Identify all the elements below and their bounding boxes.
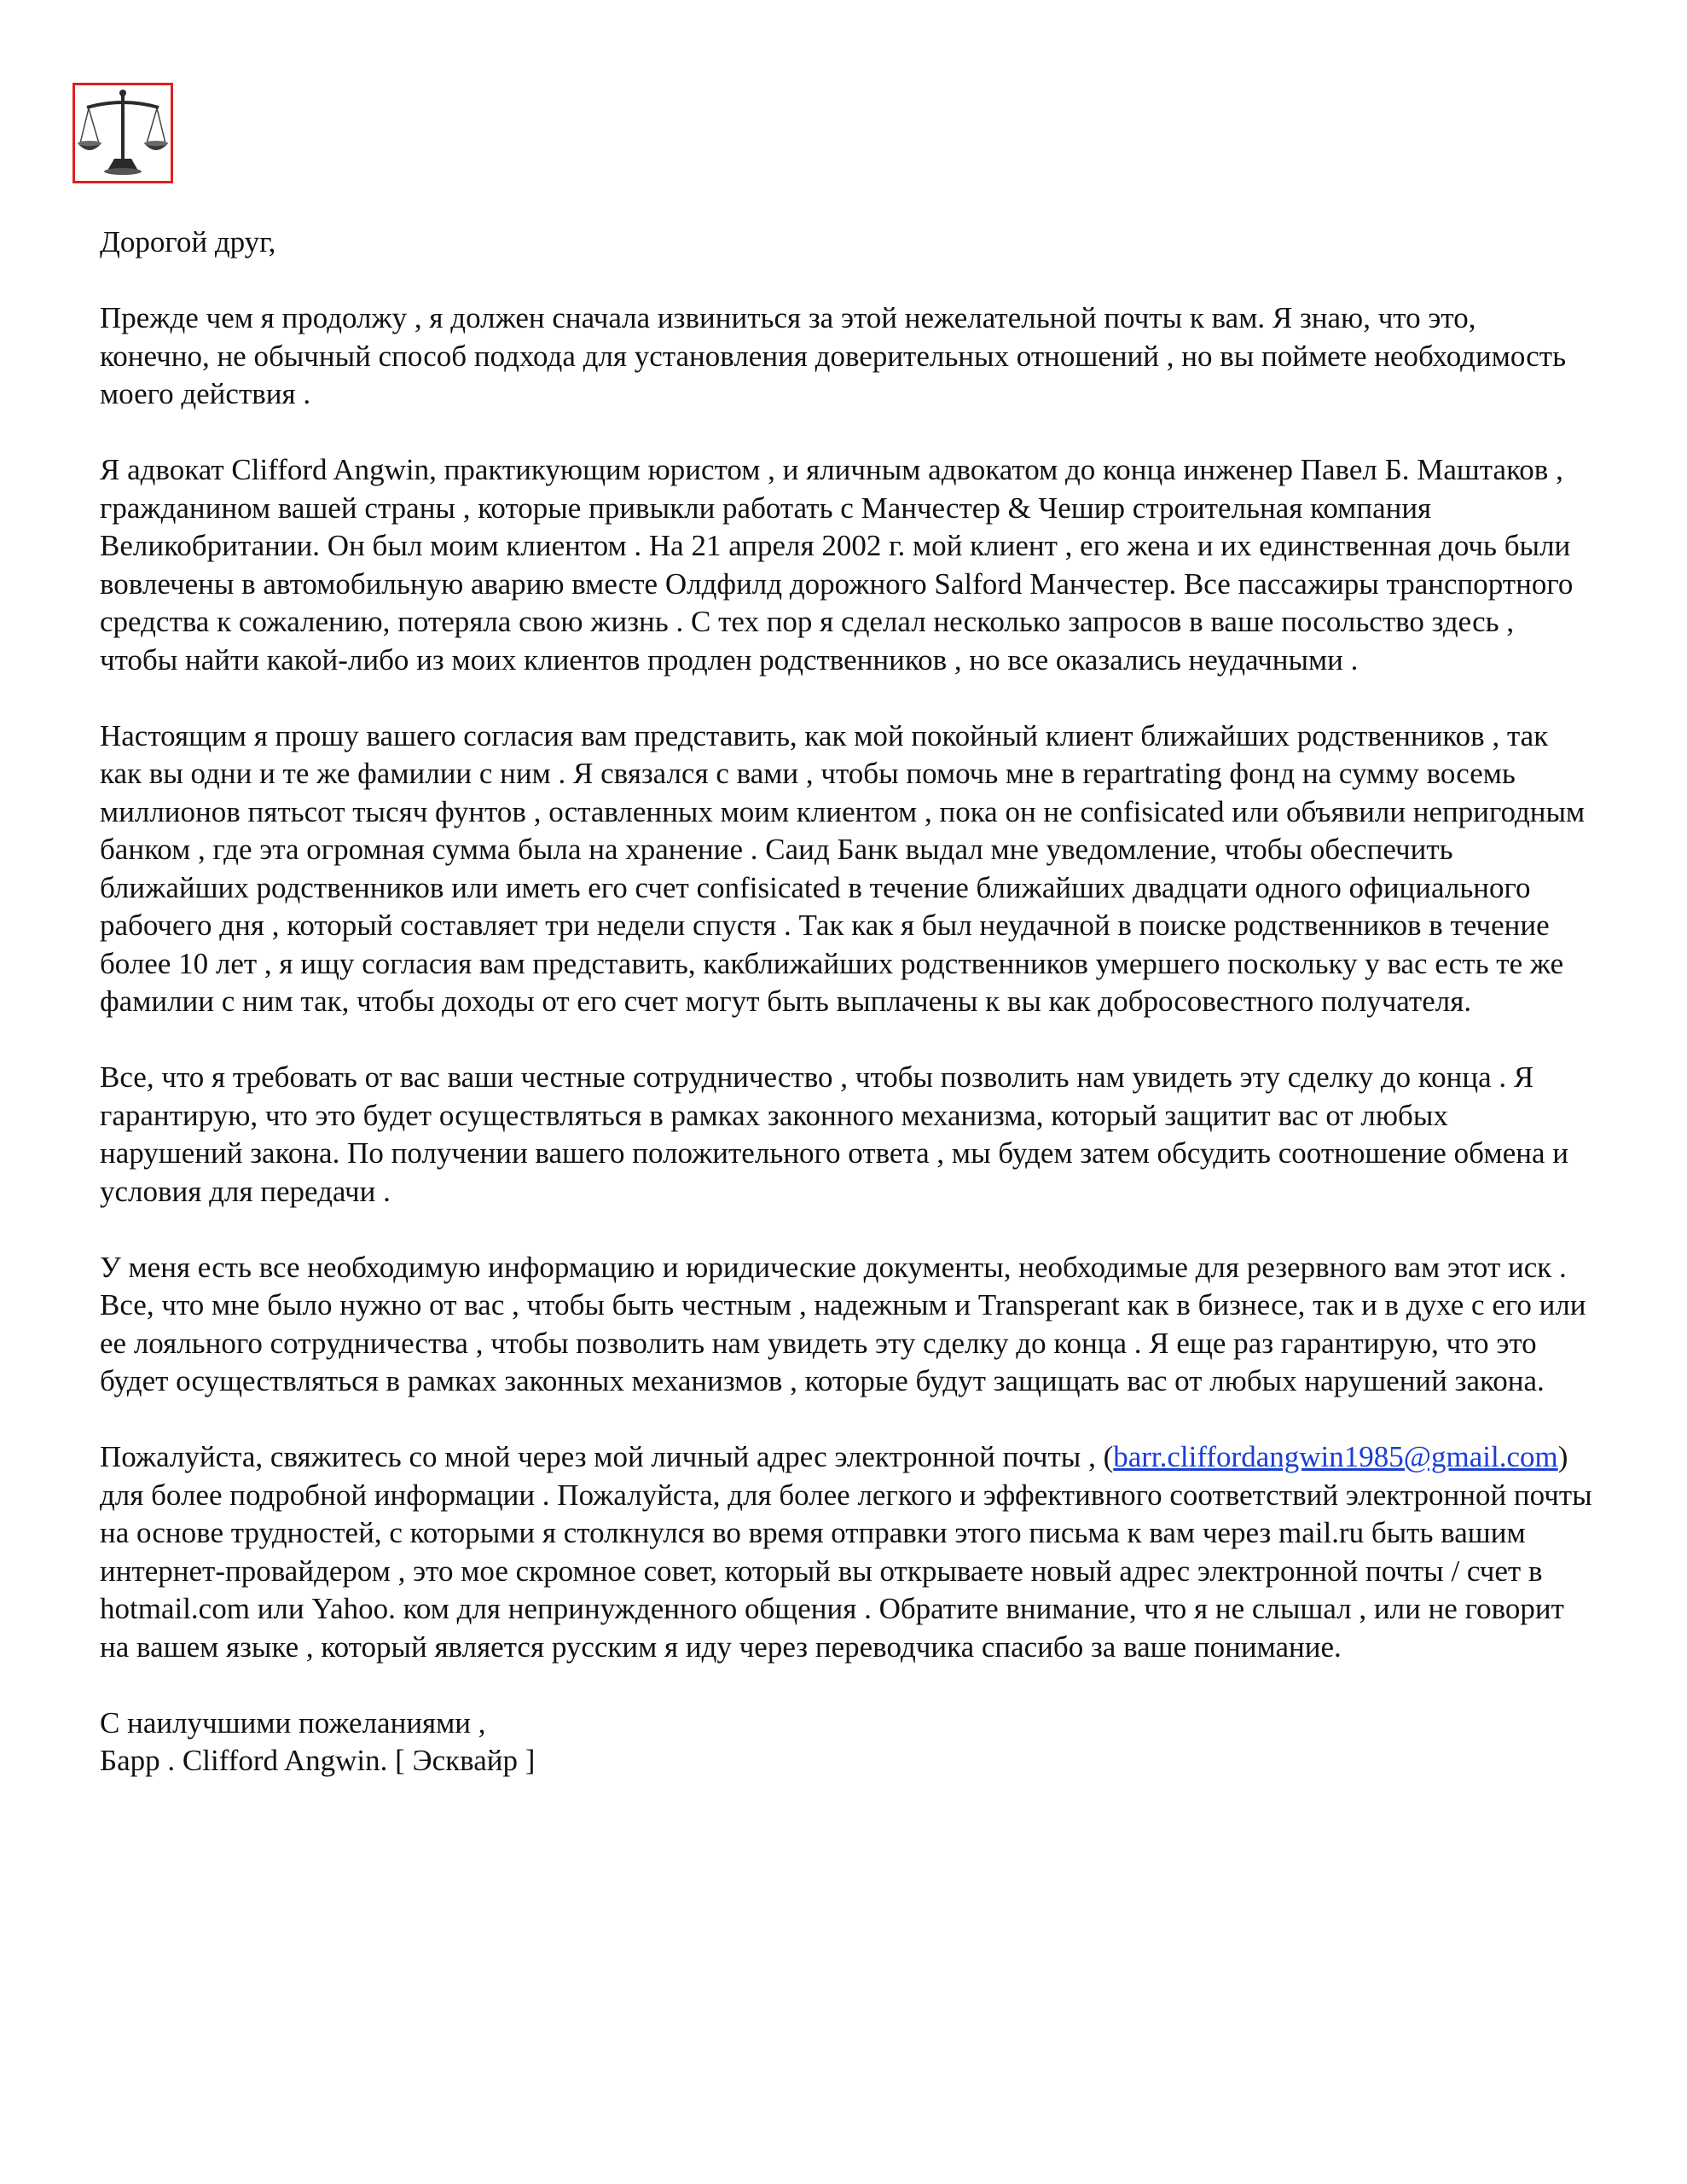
contact-text-after: ) для более подробной информации . Пожалуйста, для более легкого и эффективного соответствий электронной почты на основе трудностей, с которыми я столкнулся во время отправки этого письма к вам через mail.ru быть вашим интернет-провайдером , это мое скромное совет, который вы открываете новый адрес электронной почты / счет в hotmail.com или Yahoo. ком для непринужденного общения . Обратите внимание, что я не слышал , или не говорит на вашем языке , который является русским я иду через переводчика спасибо за ваше понимание. <box>100 1440 1592 1664</box>
paragraph-contact <box>100 1438 1592 1666</box>
contact-text-before: Пожалуйста, свяжитесь со мной через мой личный адрес электронной почты , ( <box>100 1440 1114 1473</box>
greeting: Дорогой друг, <box>100 225 276 258</box>
paragraph-cooperation: Все, что я требовать от вас ваши честные сотрудничество , чтобы позволить нам увидеть эту сделку до конца . Я гарантирую, что это будет осуществляться в рамках законного механизма, который защитит вас от любых нарушений закона. По получении вашего положительного ответа , мы будем затем обсудить соотношение обмена и условия для передачи . <box>100 1060 1568 1208</box>
paragraph-introduction: Я адвокат Clifford Angwin, практикующим юристом , и яличным адвокатом до конца инженер Павел Б. Маштаков , гражданином вашей страны , которые привыкли работать с Манчестер & Чешир строительная компания Великобритании. Он был моим клиентом . На 21 апреля 2002 г. мой клиент , его жена и их единственная дочь были вовлечены в автомобильную аварию вместе Олдфилд дорожного Salford Манчестер. Все пассажиры транспортного средства к сожалению, потеряла свою жизнь . С тех пор я сделал несколько запросов в ваше посольство здесь , чтобы найти какой-либо из моих клиентов продлен родственников , но все оказались неудачными . <box>100 453 1574 677</box>
paragraph-documents: У меня есть все необходимую информацию и юридические документы, необходимые для резервного вам этот иск . Все, что мне было нужно от вас , чтобы быть честным , надежным и Transperant как в бизнесе, так и в духе с его или ее лояльного сотрудничества , чтобы позволить нам увидеть эту сделку до конца . Я еще раз гарантирую, что это будет осуществляться в рамках законных механизмов , которые будут защищать вас от любых нарушений закона. <box>100 1250 1586 1397</box>
signature: Барр . Clifford Angwin. [ Эсквайр ] <box>100 1744 536 1777</box>
closing-block <box>100 1705 1592 1780</box>
letter-body <box>100 224 1592 1780</box>
closing: С наилучшими пожеланиями , <box>100 1705 486 1740</box>
logo <box>72 83 173 183</box>
paragraph-request: Настоящим я прошу вашего согласия вам представить, как мой покойный клиент ближайших родственников , так как вы одни и те же фамилии с ним . Я связался с вами , чтобы помочь мне в repartrating фонд на сумму восемь миллионов пятьсот тысяч фунтов , оставленных моим клиентом , пока он не confisicated или объявили непригодным банком , где эта огромная сумма была на хранение . Саид Банк выдал мне уведомление, чтобы обеспечить ближайших родственников или иметь его счет confisicated в течение ближайших двадцати одного официального рабочего дня , который составляет три недели спустя . Так как я был неудачной в поиске родственников в течение более 10 лет , я ищу согласия вам представить, какближайших родственников умершего поскольку у вас есть те же фамилии с ним так, чтобы доходы от его счет могут быть выплачены к вы как добросовестного получателя. <box>100 718 1586 1018</box>
paragraph-apology: Прежде чем я продолжу , я должен сначала извиниться за этой нежелательной почты к вам. Я знаю, что это, конечно, не обычный способ подхода для установления доверительных отношений , но вы поймете необходимость моего действия . <box>100 301 1567 410</box>
email-link[interactable]: barr.cliffordangwin1985@gmail.com <box>1113 1440 1558 1473</box>
scales-of-justice-icon <box>75 85 171 181</box>
